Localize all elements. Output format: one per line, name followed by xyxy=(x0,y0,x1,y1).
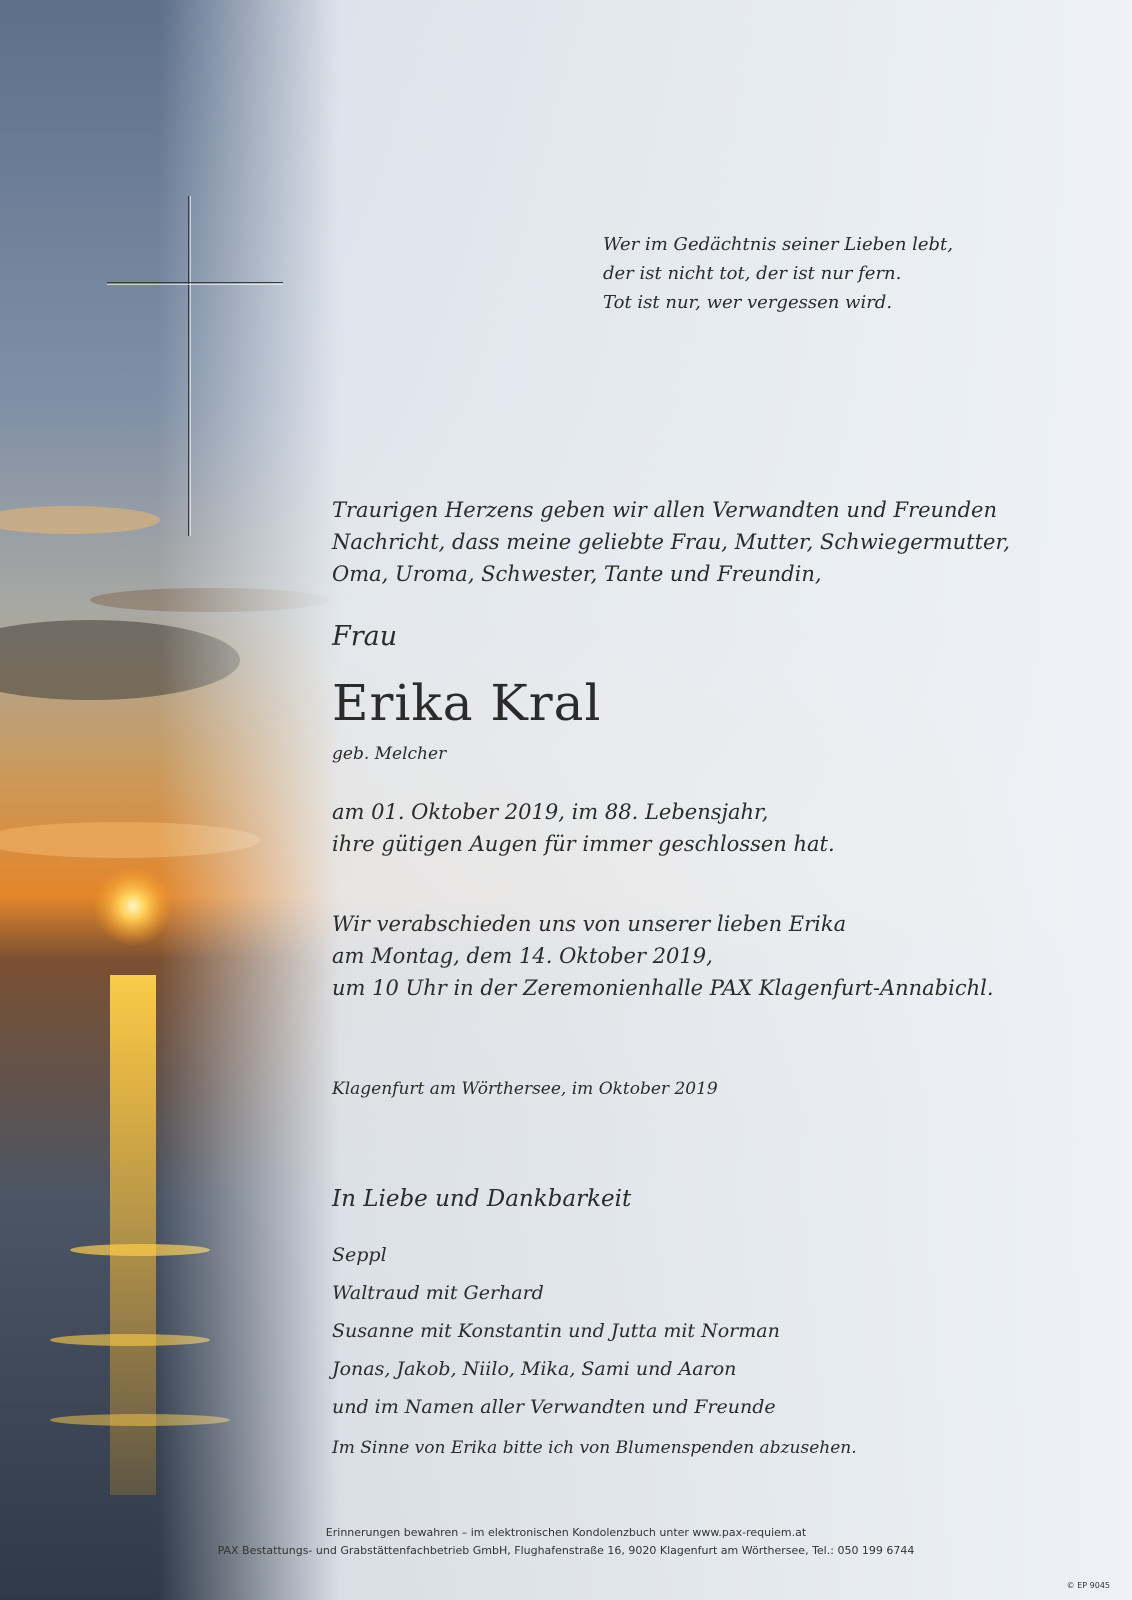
death-notice xyxy=(332,796,835,860)
print-code: © EP 9045 xyxy=(1066,1581,1110,1590)
memorial-verse xyxy=(603,230,953,317)
cross-symbol-horizontal xyxy=(107,282,283,285)
mourner-item: Susanne mit Konstantin und Jutta mit Norman xyxy=(332,1320,780,1342)
thanks-heading: In Liebe und Dankbarkeit xyxy=(332,1186,632,1212)
mourner-item: und im Namen aller Verwandten und Freunde xyxy=(332,1396,776,1418)
verse-line: Tot ist nur, wer vergessen wird. xyxy=(603,292,893,313)
announcement-intro xyxy=(332,494,1010,590)
verse-line: Wer im Gedächtnis seiner Lieben lebt, xyxy=(603,234,954,255)
funeral-line: um 10 Uhr in der Zeremonienhalle PAX Klagenfurt-Annabichl. xyxy=(332,976,994,1000)
funeral-line: am Montag, dem 14. Oktober 2019, xyxy=(332,944,713,968)
deceased-maiden-name: geb. Melcher xyxy=(332,744,447,764)
death-line: ihre gütigen Augen für immer geschlossen hat. xyxy=(332,832,835,856)
funeral-line: Wir verabschieden uns von unserer lieben Erika xyxy=(332,912,847,936)
cross-symbol-vertical xyxy=(188,196,191,536)
funeral-details xyxy=(332,908,994,1004)
intro-line: Traurigen Herzens geben wir allen Verwandten und Freunden xyxy=(332,498,997,522)
mourner-item: Jonas, Jakob, Niilo, Mika, Sami und Aaron xyxy=(332,1358,737,1380)
mourners-list xyxy=(332,1236,780,1426)
mourner-item: Seppl xyxy=(332,1244,387,1266)
verse-line: der ist nicht tot, der ist nur fern. xyxy=(603,263,902,284)
footer xyxy=(0,1524,1132,1560)
intro-line: Oma, Uroma, Schwester, Tante und Freundin, xyxy=(332,562,822,586)
deceased-name: Erika Kral xyxy=(332,674,602,732)
footer-company-line: PAX Bestattungs- und Grabstättenfachbetrieb GmbH, Flughafenstraße 16, 9020 Klagenfurt am Wörthersee, Tel.: 050 199 6744 xyxy=(217,1544,915,1557)
death-line: am 01. Oktober 2019, im 88. Lebensjahr, xyxy=(332,800,769,824)
footer-condolence-line: Erinnerungen bewahren – im elektronischen Kondolenzbuch unter www.pax-requiem.at xyxy=(325,1526,807,1539)
mourner-item: Waltraud mit Gerhard xyxy=(332,1282,544,1304)
intro-line: Nachricht, dass meine geliebte Frau, Mutter, Schwiegermutter, xyxy=(332,530,1010,554)
flower-request: Im Sinne von Erika bitte ich von Blumenspenden abzusehen. xyxy=(332,1438,857,1458)
deceased-title: Frau xyxy=(332,621,398,652)
place-and-date: Klagenfurt am Wörthersee, im Oktober 2019 xyxy=(332,1079,718,1099)
